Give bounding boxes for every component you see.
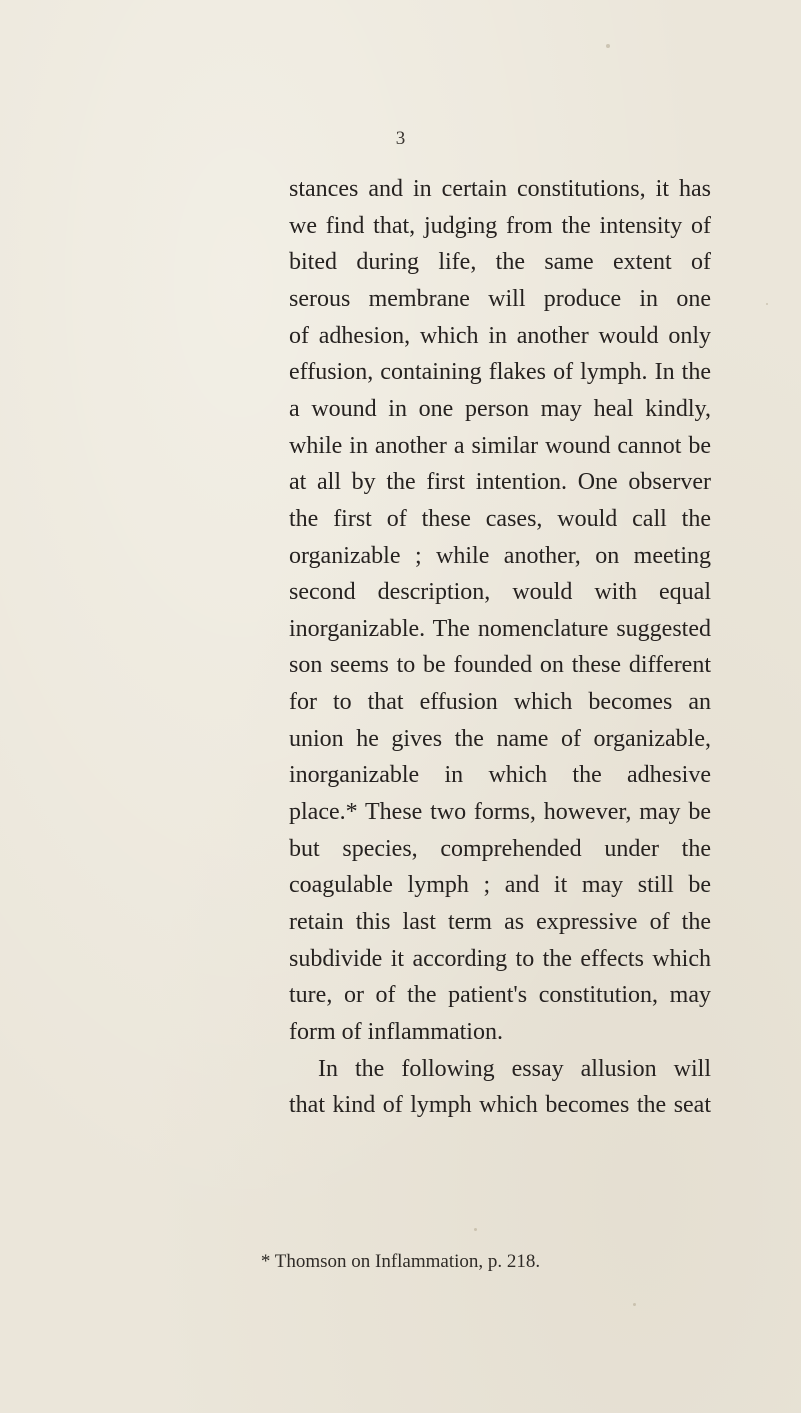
text-line: bited during life, the same extent of xyxy=(289,249,711,275)
text-line: stances and in certain constitutions, it has xyxy=(289,176,711,202)
text-line: effusion, containing flakes of lymph. In the xyxy=(289,359,711,385)
text-line: the first of these cases, would call the xyxy=(289,506,711,532)
paper-speck xyxy=(766,303,768,305)
text-line: coagulable lymph ; and it may still be xyxy=(289,872,711,898)
text-line: union he gives the name of organizable, xyxy=(289,726,711,752)
paper-speck xyxy=(633,1303,636,1306)
text-line: organizable ; while another, on meeting xyxy=(289,543,711,569)
text-line: serous membrane will produce in one xyxy=(289,286,711,312)
text-line: while in another a similar wound cannot be xyxy=(289,433,711,459)
text-line: that kind of lymph which becomes the seat xyxy=(289,1092,711,1118)
paper-speck xyxy=(606,44,610,48)
text-line: son seems to be founded on these different xyxy=(289,652,711,678)
text-line: a wound in one person may heal kindly, xyxy=(289,396,711,422)
text-line: at all by the first intention. One observer xyxy=(289,469,711,495)
text-line: ture, or of the patient's constitution, may xyxy=(289,982,711,1008)
text-line: place.* These two forms, however, may be xyxy=(289,799,711,825)
text-line: In the following essay allusion will xyxy=(318,1056,711,1082)
text-line: subdivide it according to the effects which xyxy=(289,946,711,972)
page-number: 3 xyxy=(395,128,406,149)
paper-speck xyxy=(474,1228,477,1231)
text-line: second description, would with equal xyxy=(289,579,711,605)
text-line: for to that effusion which becomes an xyxy=(289,689,711,715)
text-line: of adhesion, which in another would only xyxy=(289,323,711,349)
text-line: but species, comprehended under the xyxy=(289,836,711,862)
footnote: * Thomson on Inflammation, p. 218. xyxy=(260,1251,541,1272)
text-line: form of inflammation. xyxy=(289,1019,503,1045)
text-line: retain this last term as expressive of the xyxy=(289,909,711,935)
text-line: we find that, judging from the intensity of xyxy=(289,213,711,239)
text-line: inorganizable in which the adhesive xyxy=(289,762,711,788)
text-line: inorganizable. The nomenclature suggested xyxy=(289,616,711,642)
